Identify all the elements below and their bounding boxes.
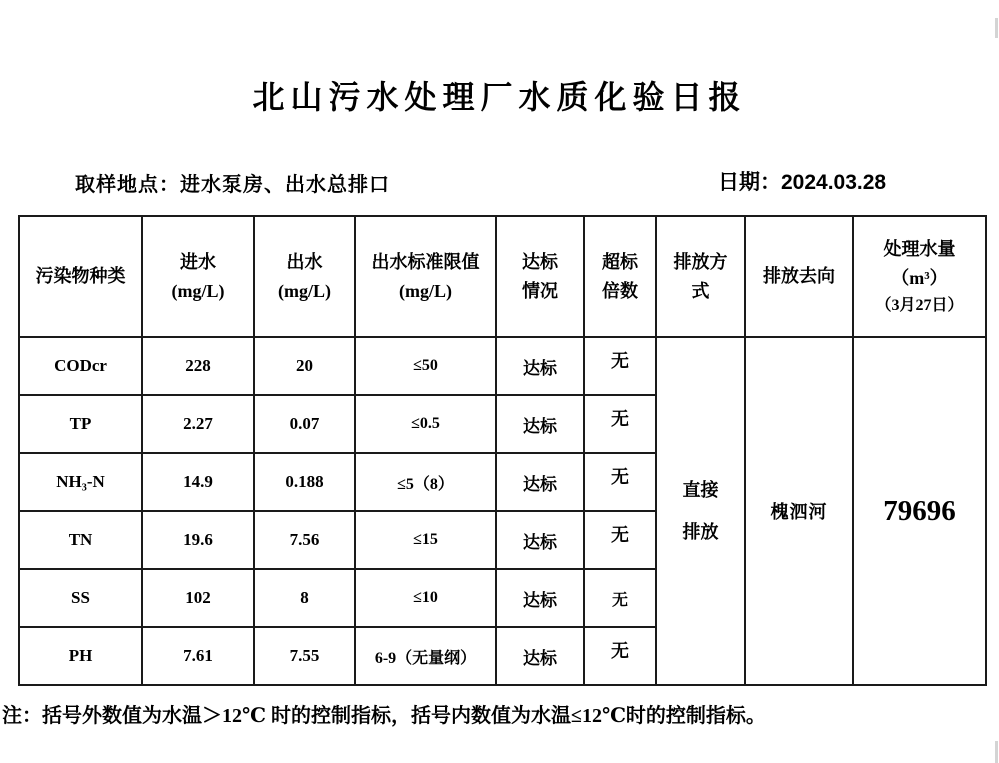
col-header-exceed — [584, 216, 656, 337]
influent-value: 2.27 — [142, 395, 254, 453]
status-value: 达标 — [496, 453, 584, 511]
status-value: 达标 — [496, 627, 584, 685]
header-text: 超标 — [602, 251, 638, 272]
exceed-value: 无 — [584, 395, 656, 453]
influent-value: 7.61 — [142, 627, 254, 685]
header-text: 污染物种类 — [35, 266, 126, 287]
header-text: 情况 — [522, 280, 558, 301]
influent-value: 14.9 — [142, 453, 254, 511]
col-header-limit — [355, 216, 496, 337]
col-header-destination — [745, 216, 853, 337]
effluent-value: 0.188 — [254, 453, 355, 511]
header-unit: （m³） — [891, 267, 948, 288]
header-text: 倍数 — [602, 280, 638, 301]
exceed-value: 无 — [584, 337, 656, 395]
pollutant-name: NH₃-N — [19, 453, 142, 511]
screen-edge-artifact — [995, 741, 998, 763]
header-text: 出水 — [286, 251, 323, 272]
header-unit: (mg/L) — [278, 280, 331, 301]
influent-value: 19.6 — [142, 511, 254, 569]
header-text: 排放去向 — [763, 266, 835, 287]
col-header-volume — [853, 216, 986, 337]
limit-value: ≤10 — [355, 569, 496, 627]
effluent-value: 8 — [254, 569, 355, 627]
col-header-effluent — [254, 216, 355, 337]
header-text: 出水标准限值 — [371, 251, 480, 272]
pollutant-name: CODcr — [19, 337, 142, 395]
exceed-value: 无 — [584, 569, 656, 627]
water-quality-table — [18, 215, 987, 686]
discharge-mode-cell — [656, 337, 745, 685]
table-row-codcr — [19, 337, 986, 395]
pollutant-name: TP — [19, 395, 142, 453]
limit-value: ≤50 — [355, 337, 496, 395]
effluent-value: 20 — [254, 337, 355, 395]
pollutant-name: SS — [19, 569, 142, 627]
footnote: 注：括号外数值为水温＞12℃ 时的控制指标，括号内数值为水温≤12℃时的控制指标。 — [2, 705, 766, 727]
header-text: 达标 — [522, 251, 558, 272]
status-value: 达标 — [496, 569, 584, 627]
treated-volume-cell: 79696 — [853, 337, 986, 685]
limit-value: ≤15 — [355, 511, 496, 569]
col-header-status — [496, 216, 584, 337]
status-value: 达标 — [496, 511, 584, 569]
header-unit: (mg/L) — [171, 280, 225, 301]
exceed-value: 无 — [584, 511, 656, 569]
page-title: 北山污水处理厂水质化验日报 — [252, 79, 747, 115]
sampling-location-label: 取样地点：进水泵房、出水总排口 — [75, 174, 390, 196]
limit-value: 6-9（无量纲） — [355, 627, 496, 685]
col-header-pollutant — [19, 216, 142, 337]
header-text: 式 — [691, 280, 710, 301]
header-unit: (mg/L) — [399, 280, 452, 301]
header-text: 排放方 — [673, 251, 728, 272]
discharge-mode-line: 直接 — [682, 480, 719, 500]
influent-value: 102 — [142, 569, 254, 627]
exceed-value: 无 — [584, 627, 656, 685]
status-value: 达标 — [496, 395, 584, 453]
influent-value: 228 — [142, 337, 254, 395]
exceed-value: 无 — [584, 453, 656, 511]
header-text: 处理水量 — [883, 238, 956, 259]
header-text: 进水 — [180, 251, 216, 272]
pollutant-name: PH — [19, 627, 142, 685]
discharge-mode-line: 排放 — [682, 522, 719, 542]
effluent-value: 0.07 — [254, 395, 355, 453]
header-row — [19, 216, 986, 337]
screen-edge-artifact — [995, 18, 998, 38]
report-date-label: 日期：2024.03.28 — [718, 171, 887, 194]
discharge-destination-cell: 槐泗河 — [745, 337, 853, 685]
effluent-value: 7.56 — [254, 511, 355, 569]
status-value: 达标 — [496, 337, 584, 395]
header-date: （3月27日） — [875, 296, 964, 314]
limit-value: ≤0.5 — [355, 395, 496, 453]
effluent-value: 7.55 — [254, 627, 355, 685]
col-header-discharge-mode — [656, 216, 745, 337]
pollutant-name: TN — [19, 511, 142, 569]
col-header-influent — [142, 216, 254, 337]
limit-value: ≤5（8） — [355, 453, 496, 511]
